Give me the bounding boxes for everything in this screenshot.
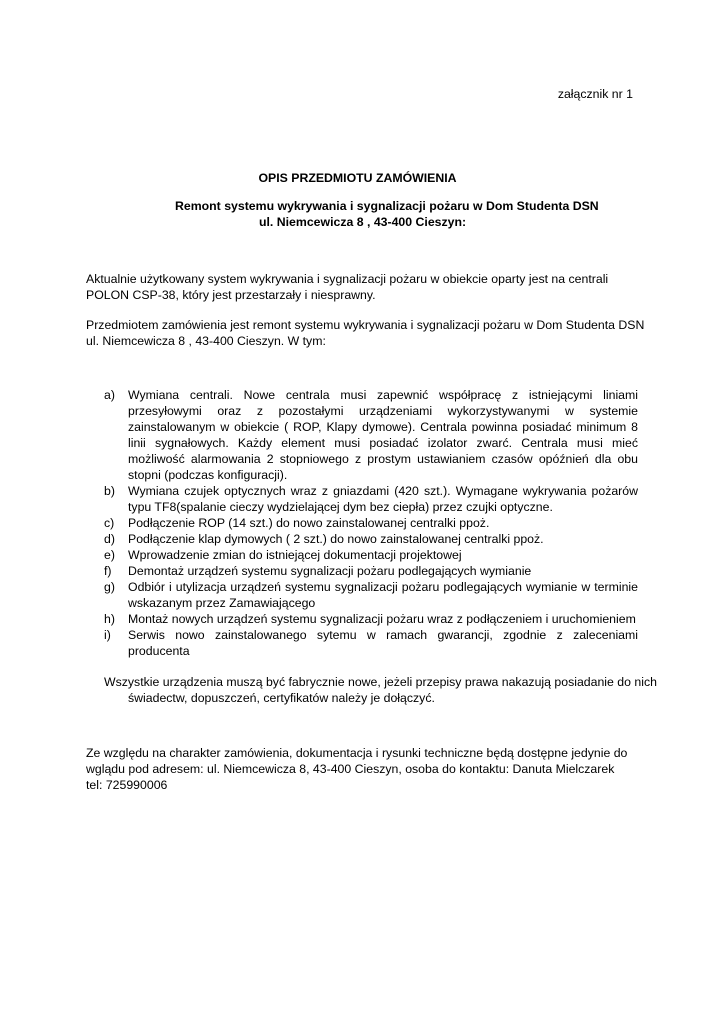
equipment-note: Wszystkie urządzenia muszą być fabrycznie nowe, jeżeli przepisy prawa nakazują posiadanie do nich świadectw, dopuszczeń, certyfikatów należy je dołączyć.	[104, 675, 657, 705]
list-item-text: Podłączenie ROP (14 szt.) do nowo zainstalowanej centralki ppoż.	[128, 516, 490, 530]
document-subtitle-line-1: Remont systemu wykrywania i sygnalizacji pożaru w Dom Studenta DSN	[175, 199, 599, 213]
document-subtitle-line-2: ul. Niemcewicza 8 , 43-400 Cieszyn:	[259, 215, 467, 229]
list-item-text: Odbiór i utylizacja urządzeń systemu sygnalizacji pożaru podlegających wymianie w terminie wskazanym przez Zamawiającego	[128, 580, 638, 610]
list-item-text: Wprowadzenie zmian do istniejącej dokumentacji projektowej	[128, 548, 462, 562]
list-item	[86, 579, 638, 611]
list-item-marker: h)	[104, 612, 115, 626]
contact-paragraph	[86, 745, 656, 793]
list-item-marker: i)	[104, 628, 111, 642]
list-item-text: Demontaż urządzeń systemu sygnalizacji pożaru podlegających wymianie	[128, 564, 532, 578]
intro-paragraph-2: Przedmiotem zamówienia jest remont systemu wykrywania i sygnalizacji pożaru w Dom Studenta DSN ul. Niemcewicza 8 , 43-400 Cieszyn. W tym:	[86, 318, 645, 348]
document-title: OPIS PRZEDMIOTU ZAMÓWIENIA	[258, 171, 457, 185]
attachment-label: załącznik nr 1	[557, 87, 633, 101]
contact-line-1: Ze względu na charakter zamówienia, dokumentacja i rysunki techniczne będą dostępne jedynie do	[86, 746, 628, 760]
list-item-marker: a)	[104, 388, 115, 402]
list-item-text: Podłączenie klap dymowych ( 2 szt.) do nowo zainstalowanej centralki ppoż.	[128, 532, 544, 546]
list-item-marker: d)	[104, 532, 115, 546]
contact-line-2: wglądu pod adresem: ul. Niemcewicza 8, 43-400 Cieszyn, osoba do kontaktu: Danuta Mielczarek	[86, 762, 615, 776]
list-item-marker: e)	[104, 548, 115, 562]
list-item-text: Wymiana centrali. Nowe centrala musi zapewnić współpracę z istniejącymi liniami przesyłowymi oraz z pozostałymi urządzeniami wykorzystywanymi w systemie zainstalowanym w obiekcie ( ROP, Klapy dymowe). Centrala powinna posiadać minimum 8 linii sygnałowych. Każdy element musi posiadać izolator zwarć. Centrala musi mieć możliwość alarmowania 2 stopniowego z prostym ustawianiem czasów opóźnień dla obu stopni (podczas konfiguracji).	[128, 388, 638, 482]
list-item	[86, 531, 638, 547]
list-item-marker: f)	[104, 564, 112, 578]
list-item-marker: b)	[104, 484, 115, 498]
list-item	[86, 627, 638, 659]
list-item-text: Wymiana czujek optycznych wraz z gniazdami (420 szt.). Wymagane wykrywania pożarów typu TF8(spalanie cieczy wydzielającej dym bez ciepła) przez czujki optyczne.	[128, 484, 638, 514]
list-item	[86, 483, 638, 515]
intro-paragraph-1: Aktualnie użytkowany system wykrywania i sygnalizacji pożaru w obiekcie oparty jest na centrali POLON CSP-38, który jest przestarzały i niesprawny.	[86, 272, 609, 302]
list-item-text: Montaż nowych urządzeń systemu sygnalizacji pożaru wraz z podłączeniem i uruchomieniem	[128, 612, 636, 626]
scope-list	[86, 387, 638, 659]
list-item	[86, 563, 638, 579]
list-item	[86, 611, 638, 627]
list-item-marker: c)	[104, 516, 115, 530]
list-item	[86, 387, 638, 483]
contact-phone: tel: 725990006	[86, 778, 168, 792]
list-item-text: Serwis nowo zainstalowanego sytemu w ramach gwarancji, zgodnie z zaleceniami producenta	[128, 628, 638, 658]
list-item	[86, 515, 638, 531]
list-item	[86, 547, 638, 563]
list-item-marker: g)	[104, 580, 115, 594]
